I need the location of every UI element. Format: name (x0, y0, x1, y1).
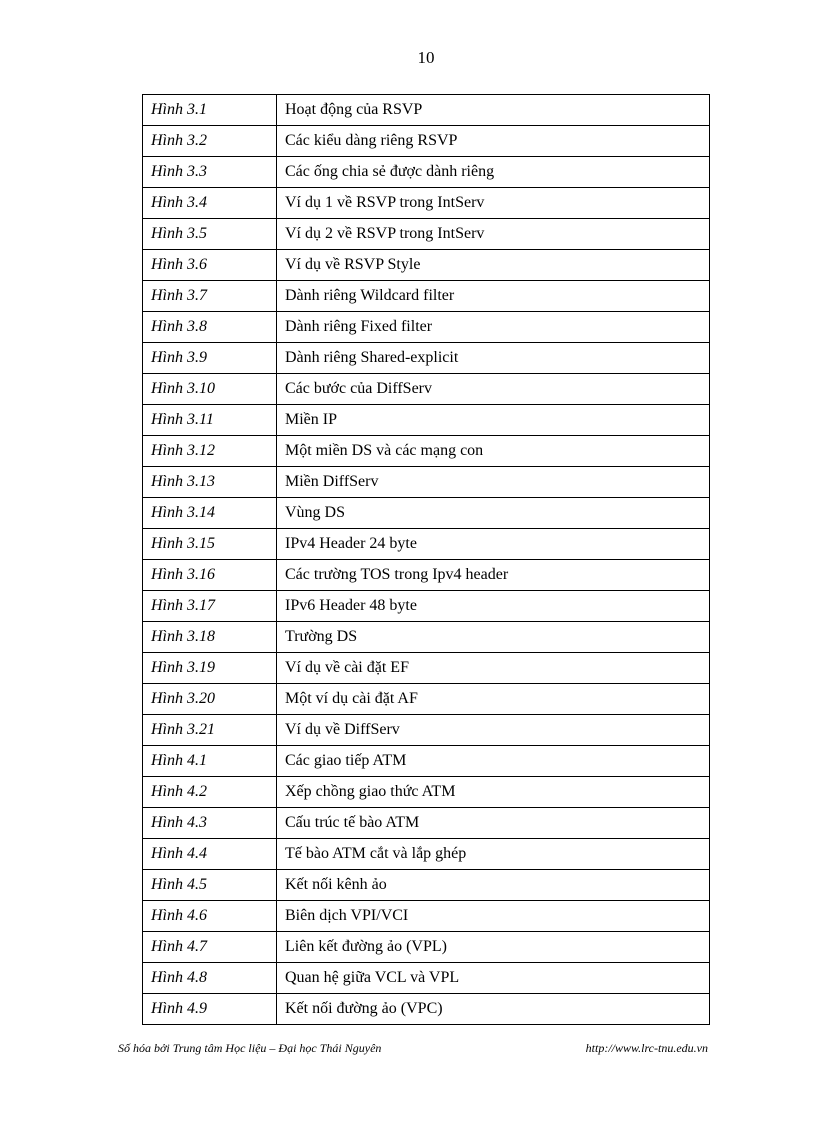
table-row (143, 715, 710, 746)
table-row (143, 95, 710, 126)
table-row (143, 312, 710, 343)
figure-title: Trường DS (277, 622, 710, 653)
figure-title: Các ống chia sẻ được dành riêng (277, 157, 710, 188)
figure-number: Hình 3.13 (143, 467, 277, 498)
figure-title: Biên dịch VPI/VCI (277, 901, 710, 932)
table-row (143, 994, 710, 1025)
table-row (143, 870, 710, 901)
figure-number: Hình 4.6 (143, 901, 277, 932)
figure-title: Tế bào ATM cắt và lắp ghép (277, 839, 710, 870)
figure-number: Hình 3.10 (143, 374, 277, 405)
figure-title: Các giao tiếp ATM (277, 746, 710, 777)
figure-number: Hình 4.7 (143, 932, 277, 963)
figure-number: Hình 3.2 (143, 126, 277, 157)
figure-number: Hình 3.21 (143, 715, 277, 746)
figure-number: Hình 4.4 (143, 839, 277, 870)
figure-number: Hình 3.8 (143, 312, 277, 343)
table-row (143, 932, 710, 963)
table-row (143, 653, 710, 684)
figure-title: Dành riêng Shared-explicit (277, 343, 710, 374)
page-number: 10 (417, 48, 435, 67)
figure-title: Hoạt động của RSVP (277, 95, 710, 126)
table-row (143, 622, 710, 653)
figure-title: Dành riêng Wildcard filter (277, 281, 710, 312)
figure-title: Kết nối đường ảo (VPC) (277, 994, 710, 1025)
figure-title: Ví dụ về DiffServ (277, 715, 710, 746)
figure-title: Một ví dụ cài đặt AF (277, 684, 710, 715)
figure-title: Ví dụ về RSVP Style (277, 250, 710, 281)
figure-list-body (143, 95, 710, 1025)
figure-title: Xếp chồng giao thức ATM (277, 777, 710, 808)
table-row (143, 188, 710, 219)
figure-list-table (142, 94, 710, 1025)
figure-number: Hình 3.3 (143, 157, 277, 188)
figure-number: Hình 4.8 (143, 963, 277, 994)
table-row (143, 591, 710, 622)
table-row (143, 777, 710, 808)
table-row (143, 684, 710, 715)
figure-number: Hình 3.16 (143, 560, 277, 591)
figure-title: Một miền DS và các mạng con (277, 436, 710, 467)
table-row (143, 281, 710, 312)
table-row (143, 374, 710, 405)
figure-title: Miền DiffServ (277, 467, 710, 498)
table-row (143, 498, 710, 529)
figure-title: IPv6 Header 48 byte (277, 591, 710, 622)
figure-title: Các trường TOS trong Ipv4 header (277, 560, 710, 591)
figure-number: Hình 3.9 (143, 343, 277, 374)
figure-title: Cấu trúc tế bào ATM (277, 808, 710, 839)
table-row (143, 250, 710, 281)
table-row (143, 963, 710, 994)
figure-title: Ví dụ về cài đặt EF (277, 653, 710, 684)
figure-number: Hình 4.2 (143, 777, 277, 808)
table-row (143, 219, 710, 250)
table-row (143, 901, 710, 932)
figure-number: Hình 3.11 (143, 405, 277, 436)
table-row (143, 157, 710, 188)
figure-title: Liên kết đường ảo (VPL) (277, 932, 710, 963)
figure-number: Hình 4.1 (143, 746, 277, 777)
figure-number: Hình 4.5 (143, 870, 277, 901)
figure-number: Hình 4.3 (143, 808, 277, 839)
table-row (143, 343, 710, 374)
table-row (143, 560, 710, 591)
figure-title: Các kiểu dàng riêng RSVP (277, 126, 710, 157)
table-row (143, 839, 710, 870)
figure-number: Hình 3.12 (143, 436, 277, 467)
table-row (143, 126, 710, 157)
table-row (143, 746, 710, 777)
table-row (143, 467, 710, 498)
table-row (143, 436, 710, 467)
figure-number: Hình 3.6 (143, 250, 277, 281)
footer-source-text: Số hóa bởi Trung tâm Học liệu – Đại học Thái Nguyên (118, 1041, 382, 1055)
figure-title: Ví dụ 1 về RSVP trong IntServ (277, 188, 710, 219)
footer-url-link[interactable]: http://www.lrc-tnu.edu.vn (585, 1041, 708, 1055)
figure-title: Kết nối kênh ảo (277, 870, 710, 901)
figure-title: Quan hệ giữa VCL và VPL (277, 963, 710, 994)
figure-title: Miền IP (277, 405, 710, 436)
figure-number: Hình 3.18 (143, 622, 277, 653)
figure-number: Hình 3.5 (143, 219, 277, 250)
figure-number: Hình 3.7 (143, 281, 277, 312)
table-row (143, 529, 710, 560)
figure-title: Các bước của DiffServ (277, 374, 710, 405)
figure-number: Hình 3.4 (143, 188, 277, 219)
table-row (143, 808, 710, 839)
figure-title: Vùng DS (277, 498, 710, 529)
figure-number: Hình 3.20 (143, 684, 277, 715)
figure-title: IPv4 Header 24 byte (277, 529, 710, 560)
figure-number: Hình 3.17 (143, 591, 277, 622)
figure-title: Dành riêng Fixed filter (277, 312, 710, 343)
figure-number: Hình 3.14 (143, 498, 277, 529)
table-row (143, 405, 710, 436)
figure-number: Hình 3.19 (143, 653, 277, 684)
figure-number: Hình 3.15 (143, 529, 277, 560)
figure-number: Hình 3.1 (143, 95, 277, 126)
figure-title: Ví dụ 2 về RSVP trong IntServ (277, 219, 710, 250)
figure-number: Hình 4.9 (143, 994, 277, 1025)
